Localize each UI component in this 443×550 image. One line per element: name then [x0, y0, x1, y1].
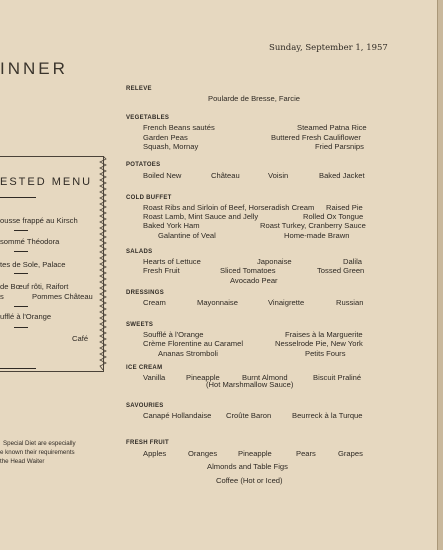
menu-item: Fraises à la Marguerite [285, 330, 363, 339]
menu-item: Squash, Mornay [143, 142, 199, 151]
page-edge [437, 0, 443, 550]
menu-item: Pineapple [238, 449, 272, 458]
menu-item: Crème Florentine au Caramel [143, 339, 244, 348]
menu-item: Voisin [268, 171, 289, 180]
section-heading: COLD BUFFET [126, 195, 172, 201]
menu-item: Oranges [188, 449, 218, 458]
note-line: Special Diet are especially [3, 440, 76, 447]
menu-item: Canapé Hollandaise [143, 411, 212, 420]
left-menu-item: ufflé à l'Orange [0, 312, 52, 321]
menu-item: Home-made Brawn [284, 231, 350, 240]
menu-date: Sunday, September 1, 1957 [269, 43, 388, 53]
divider [14, 273, 28, 274]
section-heading: SWEETS [126, 322, 154, 328]
divider [14, 306, 28, 307]
menu-item: Baked Jacket [319, 171, 365, 180]
left-menu-item: Pommes Château [32, 292, 93, 301]
menu-item: Fresh Fruit [143, 266, 180, 275]
left-menu-item: tes de Sole, Palace [0, 260, 66, 269]
left-menu-item: s [0, 292, 4, 301]
menu-item: Burnt Almond [242, 373, 288, 382]
menu-item: Vanilla [143, 373, 166, 382]
note-line: the Head Waiter [0, 458, 45, 465]
section-heading: SALADS [126, 249, 153, 255]
menu-item: Raised Pie [326, 203, 363, 212]
menu-item: Russian [336, 298, 364, 307]
menu-item: Fried Parsnips [315, 142, 364, 151]
menu-item: Croûte Baron [226, 411, 272, 420]
section-heading: POTATOES [126, 162, 161, 168]
menu-title: INNER [0, 59, 68, 78]
divider [14, 230, 28, 231]
menu-item: Château [211, 171, 240, 180]
section-heading: RELEVE [126, 86, 152, 92]
menu-item: Cream [143, 298, 166, 307]
menu-item: Baked York Ham [143, 221, 200, 230]
left-menu-item: Café [72, 334, 89, 343]
menu-item: Pears [296, 449, 316, 458]
menu-item: Rolled Ox Tongue [303, 212, 364, 221]
divider [14, 251, 28, 252]
menu-item: Boiled New [143, 171, 182, 180]
menu-item: Apples [143, 449, 167, 458]
section-heading: ICE CREAM [126, 365, 163, 371]
menu-item: Coffee (Hot or Iced) [216, 476, 283, 485]
suggested-menu-title: ESTED MENU [0, 176, 93, 188]
menu-item: (Hot Marshmallow Sauce) [206, 380, 294, 389]
menu-item: Roast Turkey, Cranberry Sauce [260, 221, 366, 230]
menu-item: French Beans sautés [143, 123, 215, 132]
menu-item: Soufflé à l'Orange [143, 330, 204, 339]
menu-item: Nesselrode Pie, New York [275, 339, 363, 348]
menu-item: Tossed Green [317, 266, 365, 275]
menu-item: Biscuit Praliné [313, 373, 362, 382]
divider [0, 197, 36, 198]
menu-item: Petits Fours [305, 349, 346, 358]
left-menu-item: sommé Théodora [0, 237, 60, 246]
menu-item: Poularde de Bresse, Farcie [208, 94, 301, 103]
menu-item: Avocado Pear [230, 276, 278, 285]
note-line: e known their requirements [0, 449, 75, 456]
menu-item: Sliced Tomatoes [220, 266, 276, 275]
menu-item: Roast Lamb, Mint Sauce and Jelly [143, 212, 259, 221]
section-heading: SAVOURIES [126, 403, 164, 409]
menu-item: Hearts of Lettuce [143, 257, 201, 266]
menu-item: Beurreck à la Turque [292, 411, 363, 420]
menu-item: Buttered Fresh Cauliflower [271, 133, 361, 142]
menu-item: Dalila [343, 257, 362, 266]
menu-item: Mayonnaise [197, 298, 238, 307]
menu-item: Almonds and Table Figs [207, 462, 288, 471]
menu-item: Vinaigrette [268, 298, 305, 307]
left-menu-item: ousse frappé au Kirsch [0, 216, 78, 225]
menu-item: Garden Peas [143, 133, 188, 142]
zigzag-border [98, 156, 108, 370]
menu-item: Steamed Patna Rice [297, 123, 367, 132]
menu-item: Roast Ribs and Sirloin of Beef, Horseradish Cream [143, 203, 315, 212]
divider [14, 327, 28, 328]
left-menu-item: de Bœuf rôti, Raifort [0, 282, 69, 291]
divider [0, 368, 36, 369]
menu-item: Ananas Stromboli [158, 349, 218, 358]
section-heading: VEGETABLES [126, 115, 170, 121]
menu-item: Pineapple [186, 373, 220, 382]
section-heading: FRESH FRUIT [126, 440, 169, 446]
section-heading: DRESSINGS [126, 290, 165, 296]
menu-item: Japonaise [257, 257, 292, 266]
menu-item: Galantine of Veal [158, 231, 216, 240]
menu-item: Grapes [338, 449, 363, 458]
